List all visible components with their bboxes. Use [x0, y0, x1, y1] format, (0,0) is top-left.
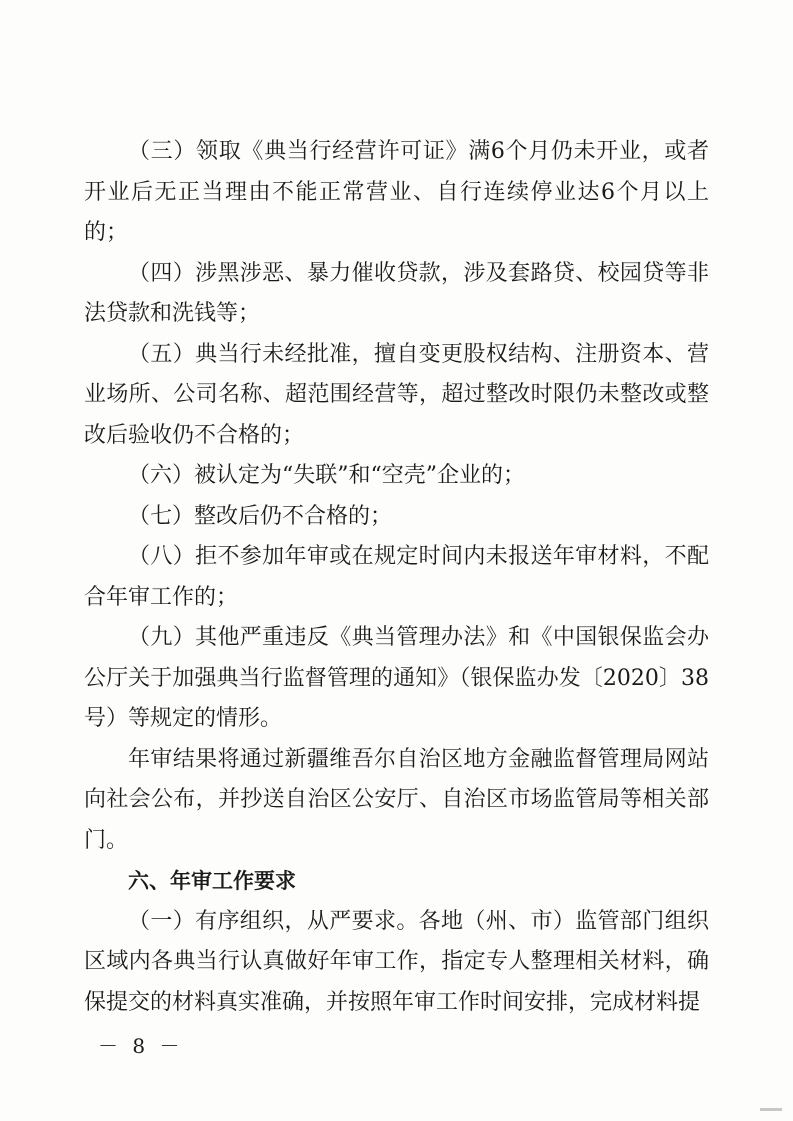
paragraph-item-5: （五）典当行未经批准，擅自变更股权结构、注册资本、营业场所、公司名称、超范围经营等，超过整改时限仍未整改或整改后验收仍不合格的； [84, 341, 709, 448]
document-body [84, 132, 709, 1023]
paragraph-item-9: （九）其他严重违反《典当管理办法》和《中国银保监会办公厅关于加强典当行监督管理的通知》（银保监办发〔2020〕38号）等规定的情形。 [84, 625, 709, 731]
paragraph-item-3: （三）领取《典当行经营许可证》满6个月仍未开业，或者开业后无正当理由不能正常营业、自行连续停业达6个月以上的； [84, 139, 709, 245]
paragraph-item-6: （六）被认定为“失联”和“空壳”企业的； [128, 463, 525, 488]
paragraph-requirement-1: （一）有序组织，从严要求。各地（州、市）监管部门组织区域内各典当行认真做好年审工作，指定专人整理相关材料，确保提交的材料真实准确，并按照年审工作时间安排，完成材料提 [84, 908, 709, 1015]
paragraph-item-8: （八）拒不参加年审或在规定时间内未报送年审材料，不配合年审工作的； [84, 544, 709, 610]
paragraph-results-publication: 年审结果将通过新疆维吾尔自治区地方金融监督管理局网站向社会公布，并抄送自治区公安厅、自治区市场监管局等相关部门。 [84, 746, 709, 853]
scan-edge-mark [760, 1108, 782, 1111]
page-number: － 8 － [98, 1034, 184, 1058]
paragraph-item-7: （七）整改后仍不合格的； [128, 503, 393, 529]
paragraph-item-4: （四）涉黑涉恶、暴力催收贷款，涉及套路贷、校园贷等非法贷款和洗钱等； [84, 260, 709, 326]
section-heading: 六、年审工作要求 [128, 869, 296, 893]
